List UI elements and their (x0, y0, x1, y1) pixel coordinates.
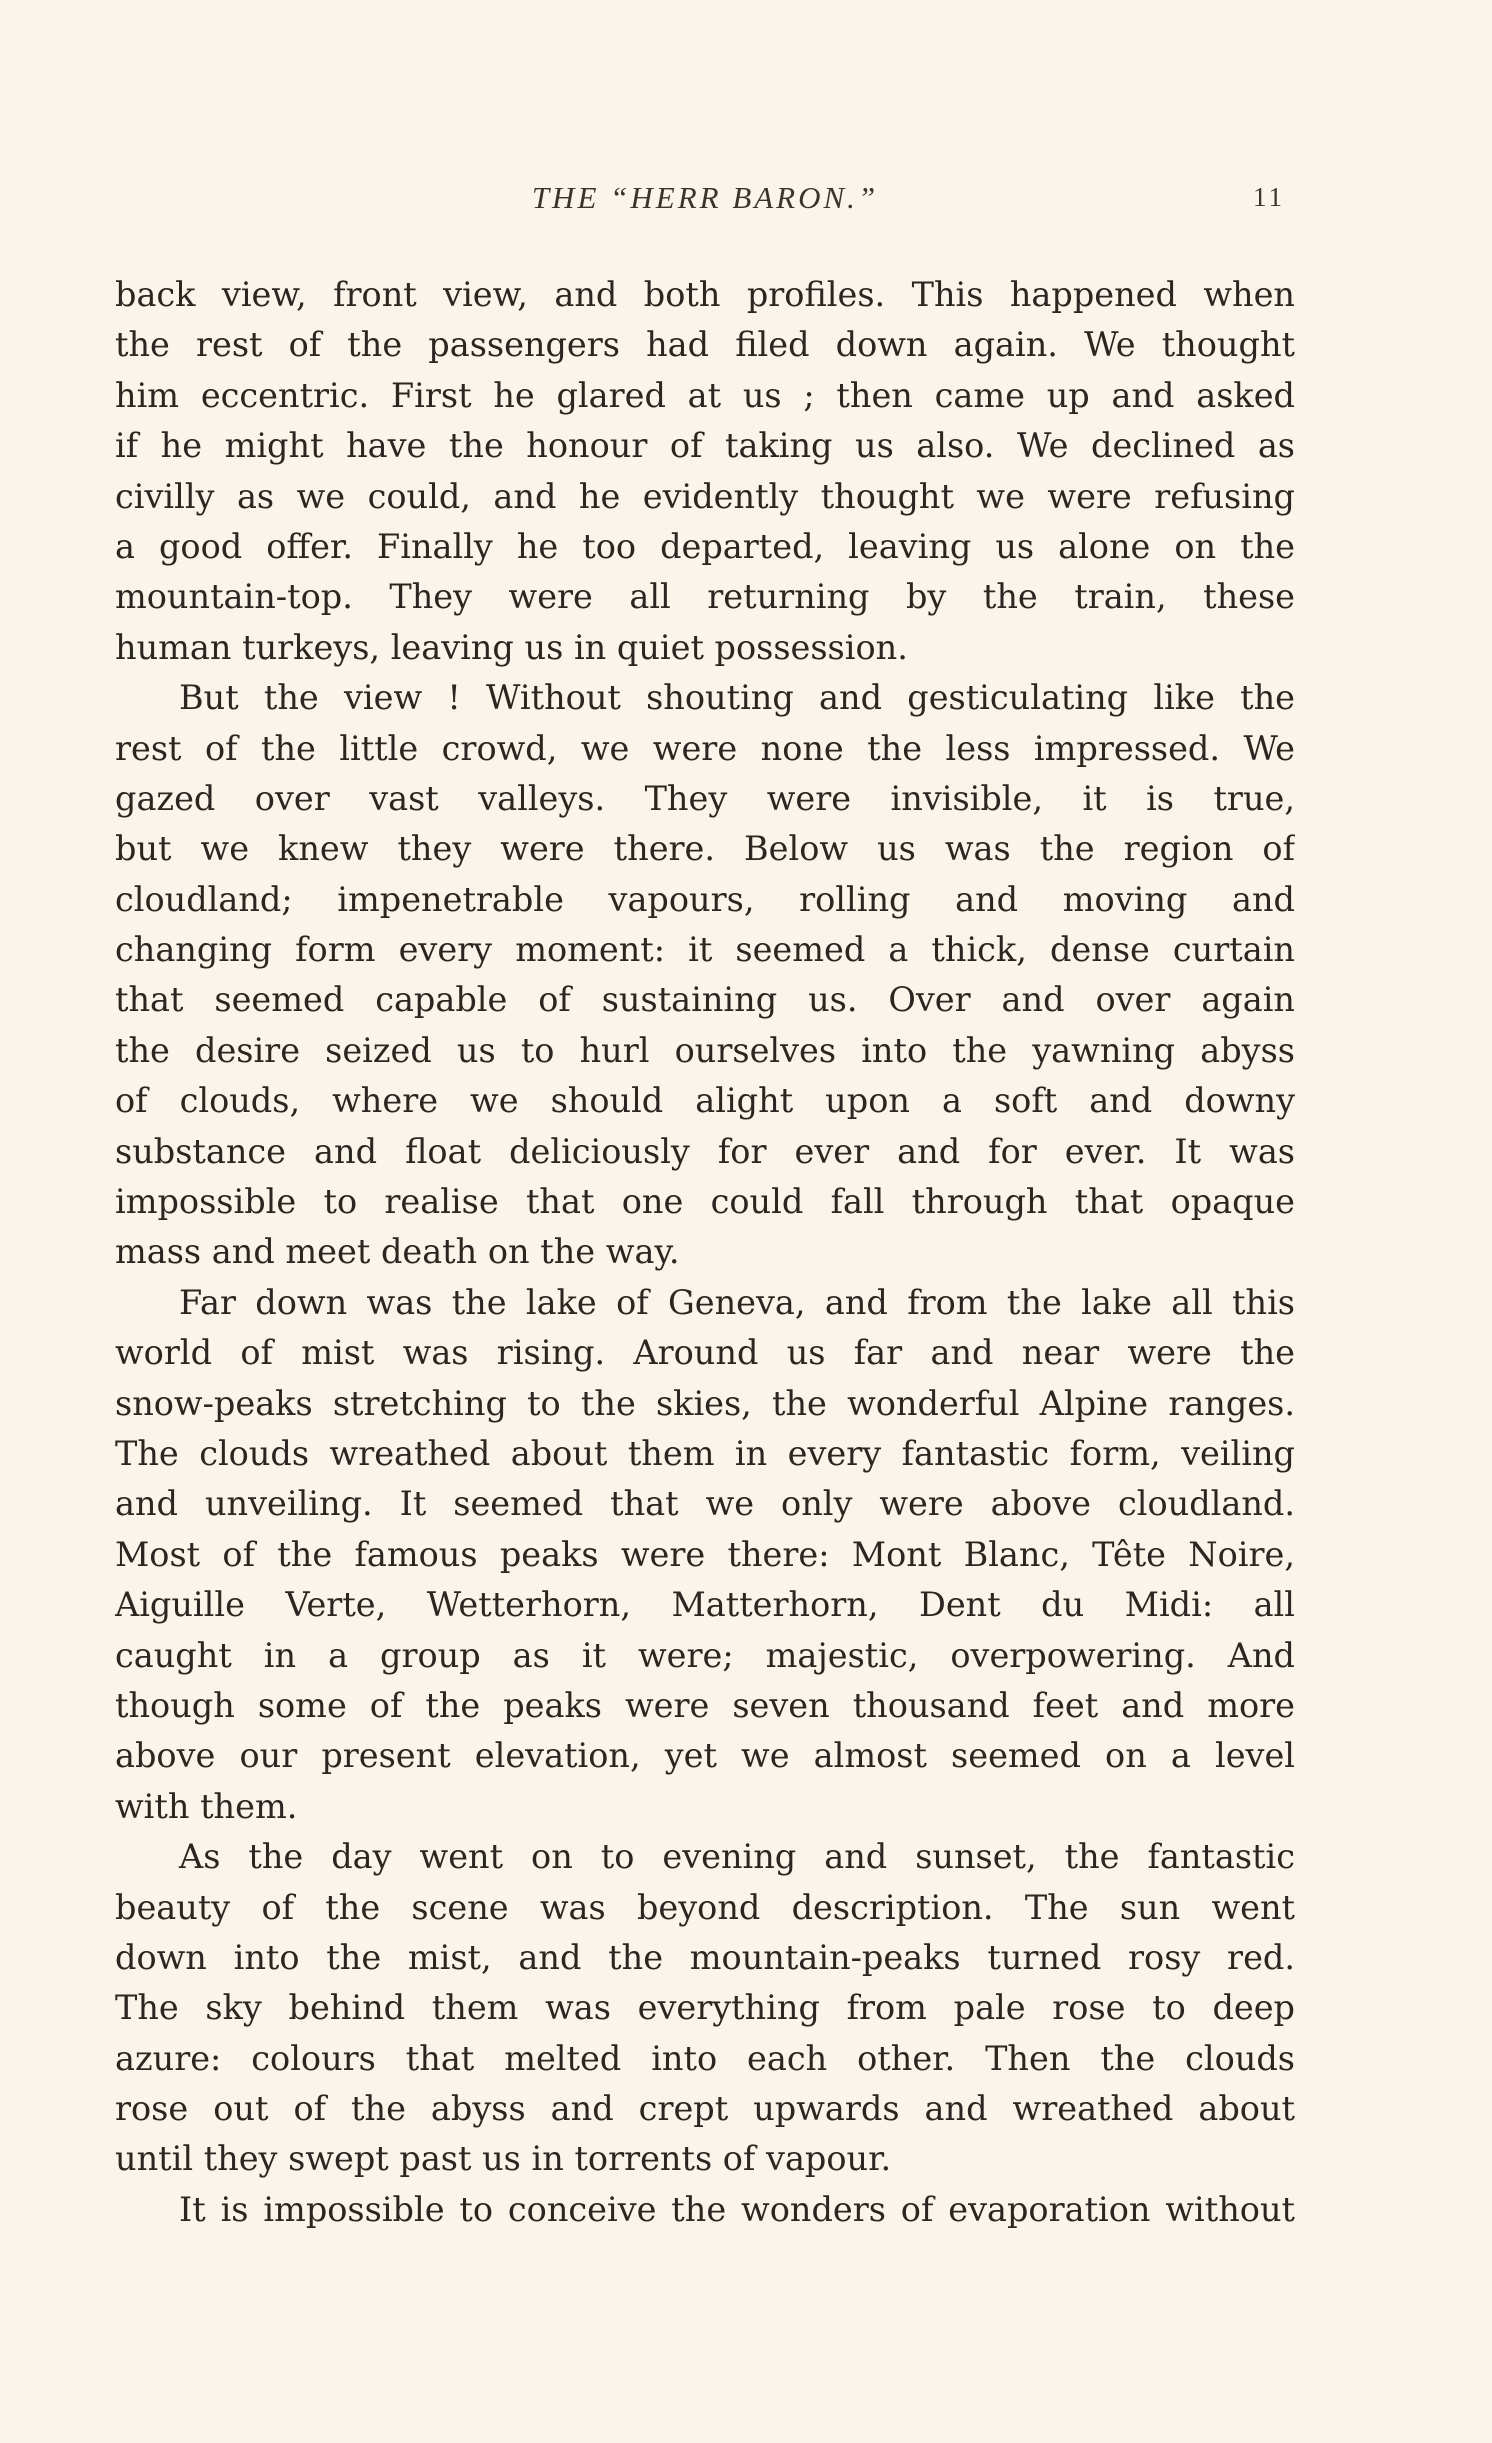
text-line: but we knew they were there. Below us was the region of (115, 829, 1295, 869)
text-line: azure: colours that melted into each other. Then the clouds (115, 2038, 1295, 2078)
running-head (115, 180, 1295, 230)
paragraph-start-line: But the view ! Without shouting and gesticulating like the (179, 678, 1295, 718)
text-line: him eccentric. First he glared at us ; then came up and asked (115, 375, 1295, 415)
text-line: world of mist was rising. Around us far and near were the (115, 1333, 1295, 1373)
text-line: that seemed capable of sustaining us. Over and over again (115, 980, 1295, 1020)
paragraph-end-line: human turkeys, leaving us in quiet possession. (115, 627, 908, 667)
text-line: though some of the peaks were seven thousand feet and more (115, 1685, 1295, 1725)
text-line: The sky behind them was everything from pale rose to deep (115, 1988, 1295, 2028)
text-line: gazed over vast valleys. They were invisible, it is true, (115, 778, 1295, 818)
text-line: rose out of the abyss and crept upwards and wreathed about (115, 2089, 1295, 2129)
text-line: changing form every moment: it seemed a thick, dense curtain (115, 930, 1295, 970)
text-line: if he might have the honour of taking us also. We declined as (115, 426, 1295, 466)
paragraph-end-line: with them. (115, 1786, 298, 1826)
text-line: down into the mist, and the mountain-peaks turned rosy red. (115, 1937, 1295, 1977)
text-line: above our present elevation, yet we almost seemed on a level (115, 1736, 1295, 1776)
text-line: snow-peaks stretching to the skies, the wonderful Alpine ranges. (115, 1383, 1295, 1423)
text-line: back view, front view, and both profiles. This happened when (115, 275, 1295, 314)
body-text (115, 270, 1295, 2235)
page-number: 11 (1253, 182, 1285, 212)
text-line: Most of the famous peaks were there: Mont Blanc, Tête Noire, (115, 1534, 1295, 1574)
paragraph-start-line: Far down was the lake of Geneva, and from the lake all this (179, 1282, 1295, 1322)
text-line: and unveiling. It seemed that we only were above cloudland. (115, 1484, 1295, 1524)
text-line: of clouds, where we should alight upon a soft and downy (115, 1081, 1295, 1121)
text-line: beauty of the scene was beyond description. The sun went (115, 1887, 1295, 1927)
text-line: Aiguille Verte, Wetterhorn, Matterhorn, Dent du Midi: all (115, 1585, 1295, 1625)
text-line: substance and float deliciously for ever and for ever. It was (115, 1131, 1295, 1171)
text-line: impossible to realise that one could fall through that opaque (115, 1182, 1295, 1222)
text-line: the desire seized us to hurl ourselves into the yawning abyss (115, 1030, 1295, 1070)
paragraph-start-line: As the day went on to evening and sunset, the fantastic (179, 1837, 1295, 1877)
paragraph-start-line: It is impossible to conceive the wonders of evaporation without (179, 2189, 1295, 2229)
paragraph-end-line: until they swept past us in torrents of vapour. (115, 2139, 892, 2179)
text-line: mountain-top. They were all returning by the train, these (115, 577, 1295, 617)
text-line: the rest of the passengers had filed down again. We thought (115, 325, 1295, 365)
text-line: rest of the little crowd, we were none the less impressed. We (115, 728, 1295, 768)
text-line: caught in a group as it were; majestic, overpowering. And (115, 1635, 1295, 1675)
paragraph-end-line: mass and meet death on the way. (115, 1232, 680, 1272)
page-header-title: THE “HERR BARON.” (531, 180, 879, 215)
text-line: civilly as we could, and he evidently thought we were refusing (115, 476, 1295, 516)
text-line: The clouds wreathed about them in every fantastic form, veiling (115, 1433, 1295, 1473)
text-line: a good offer. Finally he too departed, leaving us alone on the (115, 526, 1295, 566)
text-line: cloudland; impenetrable vapours, rolling and moving and (115, 879, 1295, 919)
